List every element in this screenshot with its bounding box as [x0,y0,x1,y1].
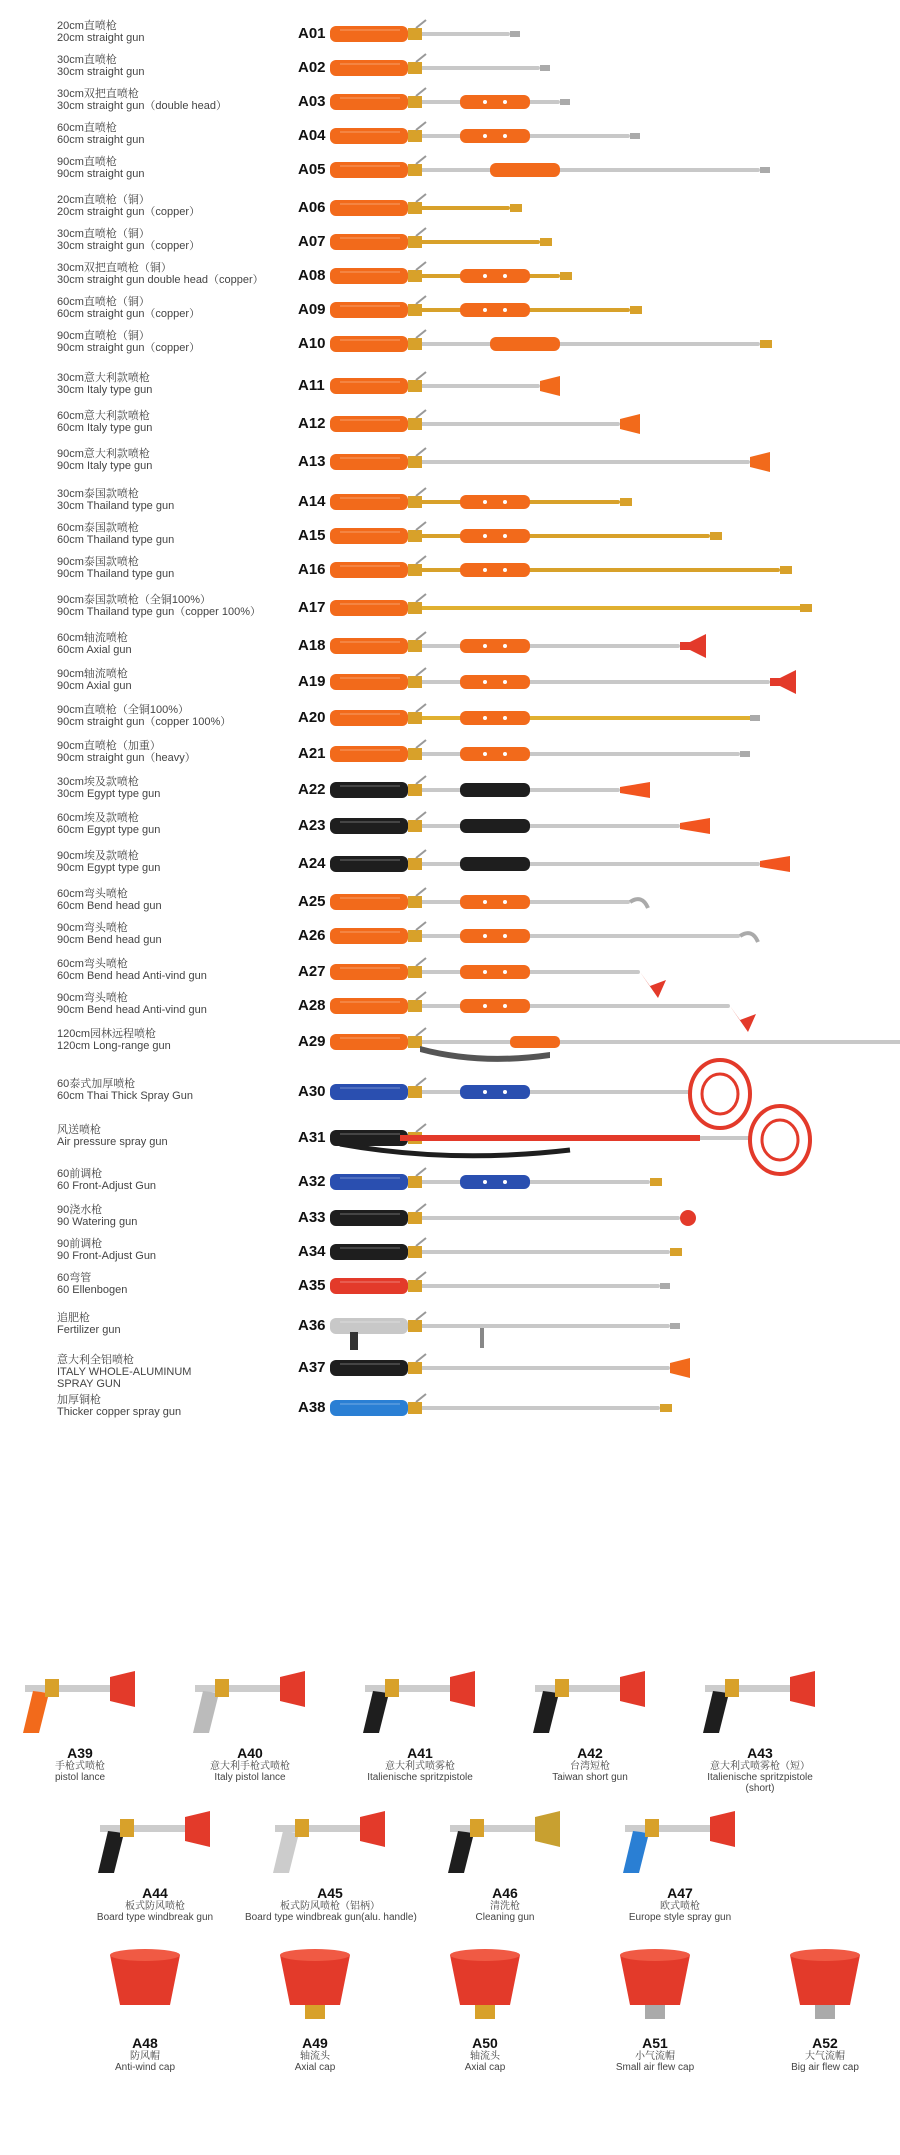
product-name-zh: 小气流帽 [635,2051,675,2062]
product-name-zh: 60cm弯头喷枪 [57,888,128,900]
product-code: A48 [132,2035,158,2051]
product-name-zh: 120cm园林远程喷枪 [57,1028,157,1040]
product-row [0,594,900,630]
product-name-zh: 20cm直喷枪 [57,20,117,32]
product-code: A10 [298,335,326,352]
product-name-en: 90cm straight gun（heavy） [57,752,196,764]
product-row [0,448,900,484]
product-code: A03 [298,93,326,110]
product-name-zh: 台湾短枪 [570,1761,610,1772]
product-name-en: 60 Front-Adjust Gun [57,1180,157,1192]
product-name-en: 90cm Italy type gun [57,460,153,472]
product-code: A17 [298,599,326,616]
product-name-en: 20cm straight gun（copper） [57,206,201,218]
spray-gun-image [330,1354,890,1390]
spray-gun-image [330,330,890,366]
product-name-zh: 意大利式喷雾枪 [385,1761,455,1772]
product-name-zh: 90cm意大利款喷枪 [57,448,150,460]
product-row [0,296,900,332]
product-name-en: 60cm Thailand type gun [57,534,175,546]
product-cell [335,1655,505,1783]
product-code: A24 [298,855,326,872]
product-name-zh: 60cm埃及款喷枪 [57,812,139,824]
spray-gun-image [330,372,890,408]
product-code: A27 [298,963,326,980]
spray-gun-image [330,1204,890,1240]
product-name-en: Fertilizer gun [57,1324,121,1336]
product-image [430,1795,580,1885]
product-name-zh: 意大利手枪式喷枪 [210,1761,290,1772]
product-row [0,330,900,366]
product-image [410,1945,560,2035]
spray-gun-image [330,992,890,1028]
product-cell [400,1945,570,2073]
product-code: A02 [298,59,326,76]
spray-gun-image [330,156,890,192]
product-row [0,776,900,812]
product-code: A07 [298,233,326,250]
product-row [0,850,900,886]
spray-gun-image [330,54,890,90]
product-name-zh: 90cm泰国款喷枪 [57,556,139,568]
product-code: A15 [298,527,326,544]
product-name-zh: 30cm泰国款喷枪 [57,488,139,500]
spray-gun-image [330,1312,890,1348]
product-image [750,1945,900,2035]
product-name-zh: 90cm埃及款喷枪 [57,850,139,862]
product-code: A08 [298,267,326,284]
product-name-en: Italy pistol lance [214,1772,286,1783]
product-name-en: Italienische spritzpistole [367,1772,473,1783]
product-name-en: 90cm Thailand type gun（copper 100%） [57,606,262,618]
product-name-en: SPRAY GUN [57,1378,121,1390]
spray-gun-image [330,594,890,630]
spray-gun-image [330,1028,890,1064]
product-code: A05 [298,161,326,178]
product-row [0,992,900,1028]
product-image [605,1795,755,1885]
product-name-en: 90 Watering gun [57,1216,138,1228]
product-row [0,740,900,776]
product-cell [165,1655,335,1783]
product-row [0,1394,900,1430]
product-name-zh: 90cm弯头喷枪 [57,922,128,934]
product-code: A20 [298,709,326,726]
product-name-en: Cleaning gun [475,1912,535,1923]
product-name-zh: 30cm直喷枪（铜） [57,228,150,240]
product-name-en: Axial cap [464,2062,506,2073]
product-name-en: Air pressure spray gun [57,1136,168,1148]
product-code: A40 [237,1745,263,1761]
product-name-en: Europe style spray gun [628,1912,732,1923]
product-code: A49 [302,2035,328,2051]
product-code: A47 [667,1885,693,1901]
product-code: A45 [317,1885,343,1901]
product-name-en: 30cm straight gun double head（copper） [57,274,264,286]
product-code: A50 [472,2035,498,2051]
product-name-en: 60 Ellenbogen [57,1284,128,1296]
product-name-zh: 防风帽 [130,2051,160,2062]
product-name-zh: 30cm埃及款喷枪 [57,776,139,788]
spray-gun-image [330,488,890,524]
product-code: A29 [298,1033,326,1050]
product-name-zh: 60cm直喷枪 [57,122,117,134]
product-name-zh: 大气流帽 [805,2051,845,2062]
product-name-zh: 手枪式喷枪 [55,1761,105,1772]
product-name-en: 90cm Bend head Anti-vind gun [57,1004,207,1016]
spray-gun-image [330,1078,890,1114]
product-code: A35 [298,1277,326,1294]
product-name-en: (short) [745,1783,775,1794]
product-name-en: 90 Front-Adjust Gun [57,1250,157,1262]
spray-gun-image [330,262,890,298]
product-row [0,522,900,558]
product-code: A12 [298,415,326,432]
product-name-en: 60cm Bend head gun [57,900,162,912]
product-name-zh: 板式防风喷枪（铝柄） [280,1901,380,1912]
product-cell [230,1945,400,2073]
product-image [580,1945,730,2035]
product-code: A26 [298,927,326,944]
product-row [0,812,900,848]
product-row [0,556,900,592]
product-code: A51 [642,2035,668,2051]
product-name-zh: 60泰式加厚喷枪 [57,1078,136,1090]
product-name-en: Anti-wind cap [114,2062,176,2073]
product-name-en: 60cm Axial gun [57,644,132,656]
product-name-en: pistol lance [54,1772,106,1783]
product-row [0,372,900,408]
product-name-zh: 风送喷枪 [57,1124,101,1136]
product-code: A25 [298,893,326,910]
product-image [80,1795,230,1885]
product-row [0,1354,900,1390]
product-name-en: 60cm straight gun（copper） [57,308,201,320]
product-code: A14 [298,493,326,510]
product-code: A06 [298,199,326,216]
product-row [0,194,900,230]
product-code: A19 [298,673,326,690]
product-name-zh: 欧式喷枪 [660,1901,700,1912]
product-code: A37 [298,1359,326,1376]
product-code: A09 [298,301,326,318]
product-image [685,1655,835,1745]
product-row [0,410,900,446]
product-cell [595,1795,765,1923]
product-name-zh: 60cm意大利款喷枪 [57,410,150,422]
spray-gun-image [330,1124,890,1160]
product-name-zh: 90cm弯头喷枪 [57,992,128,1004]
product-code: A38 [298,1399,326,1416]
product-code: A13 [298,453,326,470]
product-name-en: 90cm Bend head gun [57,934,162,946]
product-row [0,20,900,56]
product-cell [505,1655,675,1783]
product-code: A41 [407,1745,433,1761]
spray-gun-image [330,556,890,592]
spray-gun-image [330,740,890,776]
product-code: A30 [298,1083,326,1100]
spray-gun-image [330,888,890,924]
product-name-en: Taiwan short gun [552,1772,628,1783]
product-code: A21 [298,745,326,762]
spray-gun-image [330,850,890,886]
product-row [0,632,900,668]
product-name-en: 30cm straight gun（double head） [57,100,227,112]
product-row [0,88,900,124]
product-name-zh: 60弯管 [57,1272,92,1284]
product-name-en: 30cm Egypt type gun [57,788,161,800]
product-name-zh: 轴流头 [470,2051,500,2062]
product-name-zh: 30cm意大利款喷枪 [57,372,150,384]
product-code: A44 [142,1885,168,1901]
product-name-zh: 60cm弯头喷枪 [57,958,128,970]
product-name-en: Small air flew cap [615,2062,695,2073]
product-code: A32 [298,1173,326,1190]
product-row [0,54,900,90]
product-name-zh: 追肥枪 [57,1312,90,1324]
product-code: A39 [67,1745,93,1761]
product-name-en: 20cm straight gun [57,32,145,44]
product-cell [60,1945,230,2073]
product-row [0,1168,900,1204]
product-name-zh: 意大利全铝喷枪 [57,1354,134,1366]
product-name-en: 30cm straight gun（copper） [57,240,201,252]
product-code: A28 [298,997,326,1014]
spray-gun-image [330,410,890,446]
product-code: A52 [812,2035,838,2051]
product-name-zh: 60cm轴流喷枪 [57,632,128,644]
product-row [0,1238,900,1274]
product-name-zh: 板式防风喷枪 [125,1901,185,1912]
product-name-en: 60cm straight gun [57,134,145,146]
product-code: A16 [298,561,326,578]
product-row [0,228,900,264]
spray-gun-image [330,1238,890,1274]
product-code: A31 [298,1129,326,1146]
product-name-zh: 60cm直喷枪（铜） [57,296,150,308]
spray-gun-image [330,704,890,740]
product-name-zh: 90前调枪 [57,1238,103,1250]
product-cell [245,1795,415,1923]
product-image [175,1655,325,1745]
product-name-zh: 加厚铜枪 [57,1394,101,1406]
spray-gun-image [330,194,890,230]
product-name-zh: 30cm直喷枪 [57,54,117,66]
product-code: A04 [298,127,326,144]
product-image [70,1945,220,2035]
product-name-en: Axial cap [294,2062,336,2073]
product-name-en: Board type windbreak gun [96,1912,214,1923]
product-name-zh: 清洗枪 [490,1901,520,1912]
spray-gun-image [330,776,890,812]
spray-gun-image [330,88,890,124]
product-row [0,122,900,158]
product-name-en: 90cm straight gun（copper 100%） [57,716,232,728]
product-name-en: 90cm Egypt type gun [57,862,161,874]
product-image [240,1945,390,2035]
product-name-en: Thicker copper spray gun [57,1406,182,1418]
product-name-en: Big air flew cap [791,2062,859,2073]
product-code: A23 [298,817,326,834]
product-row [0,262,900,298]
product-name-en: 90cm Thailand type gun [57,568,175,580]
product-row [0,1124,900,1160]
product-name-zh: 90cm轴流喷枪 [57,668,128,680]
product-cell [675,1655,845,1794]
product-image [515,1655,665,1745]
product-cell [570,1945,740,2073]
product-row [0,1272,900,1308]
product-name-zh: 90浇水枪 [57,1204,103,1216]
spray-gun-image [330,296,890,332]
product-row [0,1028,900,1064]
spray-gun-image [330,1394,890,1430]
product-name-zh: 90cm直喷枪（全铜100%） [57,704,190,716]
product-name-en: 60cm Thai Thick Spray Gun [57,1090,193,1102]
product-row [0,888,900,924]
product-name-zh: 轴流头 [300,2051,330,2062]
product-name-en: ITALY WHOLE-ALUMINUM [57,1366,192,1378]
product-code: A11 [298,377,325,394]
product-code: A33 [298,1209,326,1226]
product-image [345,1655,495,1745]
product-row [0,668,900,704]
product-name-en: 60cm Egypt type gun [57,824,161,836]
spray-gun-image [330,20,890,56]
product-row [0,704,900,740]
spray-gun-image [330,522,890,558]
product-code: A36 [298,1317,326,1334]
spray-gun-image [330,122,890,158]
product-name-zh: 意大利式喷雾枪（短） [710,1761,810,1772]
product-name-zh: 60前调枪 [57,1168,103,1180]
product-name-en: Board type windbreak gun(alu. handle) [245,1912,417,1923]
product-name-zh: 60cm泰国款喷枪 [57,522,139,534]
product-name-en: 60cm Italy type gun [57,422,153,434]
product-name-zh: 20cm直喷枪（铜） [57,194,150,206]
spray-gun-image [330,228,890,264]
product-row [0,1312,900,1348]
product-row [0,1204,900,1240]
product-name-zh: 30cm双把直喷枪 [57,88,139,100]
product-image [255,1795,405,1885]
product-name-en: 30cm straight gun [57,66,145,78]
product-code: A43 [747,1745,773,1761]
spray-gun-image [330,448,890,484]
product-code: A18 [298,637,326,654]
product-name-zh: 90cm直喷枪 [57,156,117,168]
product-name-en: 60cm Bend head Anti-vind gun [57,970,207,982]
spray-gun-image [330,668,890,704]
product-row [0,922,900,958]
spray-gun-image [330,812,890,848]
product-cell [740,1945,900,2073]
product-row [0,156,900,192]
spray-gun-image [330,1272,890,1308]
product-cell [0,1655,165,1783]
product-code: A34 [298,1243,326,1260]
product-name-en: 90cm straight gun（copper） [57,342,201,354]
product-name-en: Italienische spritzpistole [707,1772,813,1783]
product-code: A22 [298,781,326,798]
product-row [0,958,900,994]
product-name-en: 30cm Italy type gun [57,384,153,396]
product-name-en: 90cm Axial gun [57,680,132,692]
product-name-en: 30cm Thailand type gun [57,500,175,512]
product-image [5,1655,155,1745]
product-name-en: 120cm Long-range gun [57,1040,171,1052]
product-name-zh: 90cm泰国款喷枪（全铜100%） [57,594,212,606]
product-name-zh: 90cm直喷枪（铜） [57,330,150,342]
product-row [0,488,900,524]
product-code: A46 [492,1885,518,1901]
product-code: A42 [577,1745,603,1761]
product-code: A01 [298,25,326,42]
product-name-zh: 90cm直喷枪（加重） [57,740,161,752]
spray-gun-image [330,1168,890,1204]
spray-gun-image [330,922,890,958]
spray-gun-image [330,958,890,994]
product-cell [70,1795,240,1923]
product-name-en: 90cm straight gun [57,168,145,180]
spray-gun-image [330,632,890,668]
product-name-zh: 30cm双把直喷枪（铜） [57,262,172,274]
product-cell [420,1795,590,1923]
